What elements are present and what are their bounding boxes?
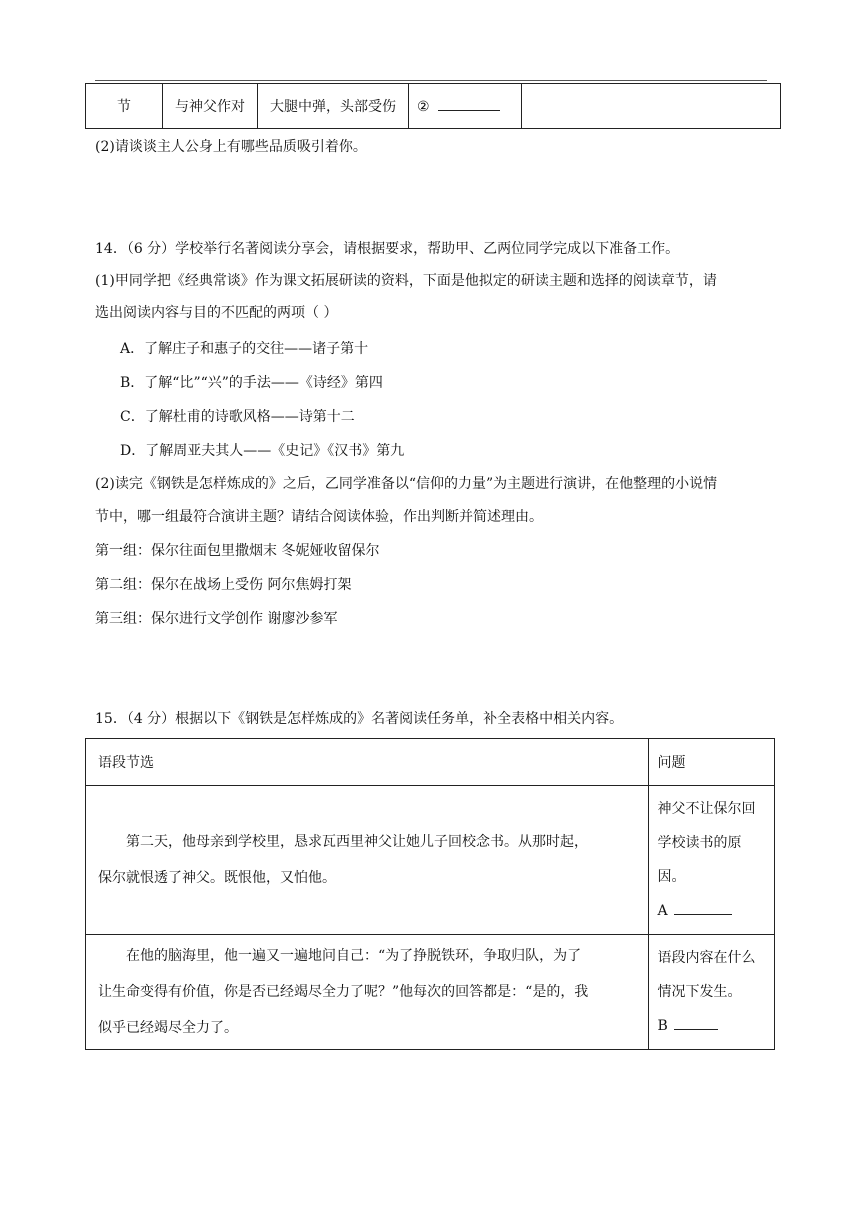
- option-a: A．了解庄子和惠子的交往——诸子第十: [120, 341, 369, 357]
- table-cell: 大腿中弹，头部受伤: [258, 84, 409, 129]
- column-header: 语段节选: [86, 739, 649, 786]
- answer-cell: [409, 84, 522, 129]
- reading-task-table: [85, 738, 775, 1050]
- question-line: 语段内容在什么: [657, 950, 756, 966]
- table-header-row: [86, 739, 775, 786]
- passage-line: 保尔就恨透了神父。既恨他，又怕他。: [98, 870, 336, 886]
- answer-blank[interactable]: [674, 1016, 718, 1030]
- circled-number: ②: [417, 99, 430, 115]
- passage-line: 似乎已经竭尽全力了。: [98, 1020, 238, 1036]
- top-rule: [95, 80, 767, 81]
- table-row: [86, 935, 775, 1050]
- question-cell: [649, 786, 775, 935]
- passage-line: 第二天，他母亲到学校里，恳求瓦西里神父让她儿子回校念书。从那时起，: [126, 834, 588, 850]
- question-line: 学校读书的原: [657, 835, 742, 851]
- column-header: 问题: [649, 739, 775, 786]
- passage-line: 让生命变得有价值，你是否已经竭尽全力了呢？”他每次的回答都是：“是的，我: [98, 984, 589, 1000]
- answer-label: B: [657, 1018, 668, 1034]
- q14-part1-line1: (1)甲同学把《经典常谈》作为课文拓展研读的资料，下面是他拟定的研读主题和选择的阅读章节，请: [95, 273, 717, 289]
- q14-part2-line2: 节中，哪一组最符合演讲主题？请结合阅读体验，作出判断并简述理由。: [95, 509, 543, 525]
- q13-part2: (2)请谈谈主人公身上有哪些品质吸引着你。: [95, 139, 367, 155]
- question-line: 因。: [657, 869, 686, 885]
- table-cell: 与神父作对: [163, 84, 258, 129]
- question-line: 情况下发生。: [657, 984, 742, 1000]
- answer-line: [657, 894, 766, 928]
- table-row: [86, 786, 775, 935]
- group-3: 第三组：保尔进行文学创作 谢廖沙参军: [95, 611, 338, 627]
- answer-line: [657, 1009, 766, 1043]
- answer-blank[interactable]: [438, 97, 500, 111]
- passage-cell: [86, 935, 649, 1050]
- answer-label: A: [657, 903, 668, 919]
- group-1: 第一组：保尔往面包里撒烟末 冬妮娅收留保尔: [95, 543, 380, 559]
- q14-part1-line2: 选出阅读内容与目的不匹配的两项（ ）: [95, 305, 338, 321]
- passage-cell: [86, 786, 649, 935]
- passage-line: 在他的脑海里，他一遍又一遍地问自己：“为了挣脱铁环，争取归队，为了: [126, 948, 582, 964]
- group-2: 第二组：保尔在战场上受伤 阿尔焦姆打架: [95, 577, 352, 593]
- table-cell: [522, 84, 781, 129]
- plot-table-fragment: [85, 83, 781, 129]
- question-cell: [649, 935, 775, 1050]
- option-b: B．了解“比”“兴”的手法——《诗经》第四: [120, 375, 383, 391]
- q14-part2-line1: (2)读完《钢铁是怎样炼成的》之后，乙同学准备以“信仰的力量”为主题进行演讲，在他整理的小说情: [95, 476, 718, 492]
- table-row: [86, 84, 781, 129]
- option-d: D．了解周亚夫其人——《史记》《汉书》第九: [120, 443, 405, 459]
- option-c: C．了解杜甫的诗歌风格——诗第十二: [120, 409, 355, 425]
- q15-stem: 15．（4 分）根据以下《钢铁是怎样炼成的》名著阅读任务单，补全表格中相关内容。: [95, 711, 624, 727]
- q14-stem: 14．（6 分）学校举行名著阅读分享会，请根据要求，帮助甲、乙两位同学完成以下准备工作。: [95, 241, 680, 257]
- table-cell: 节: [86, 84, 163, 129]
- answer-blank[interactable]: [674, 901, 732, 915]
- question-line: 神父不让保尔回: [657, 801, 756, 817]
